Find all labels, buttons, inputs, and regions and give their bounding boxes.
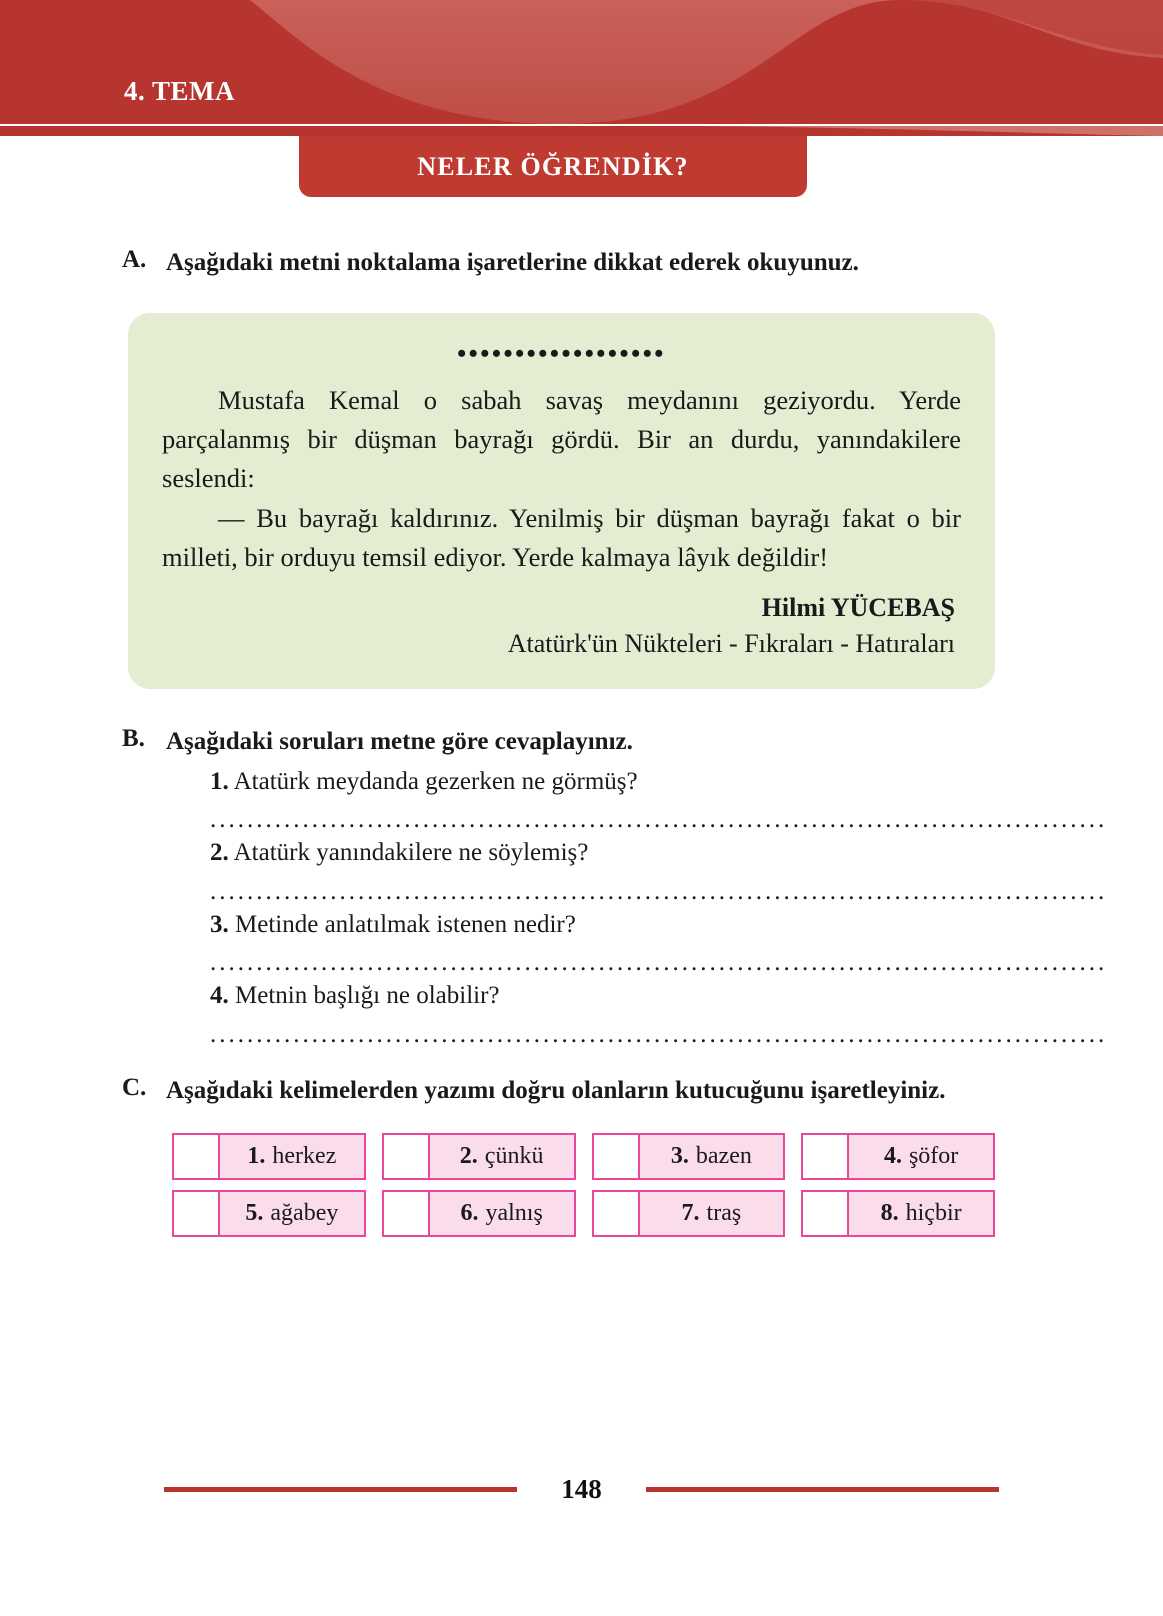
word-option-1[interactable]: [172, 1133, 366, 1180]
word-number-8: 8.: [880, 1200, 899, 1227]
word-label-6: [430, 1192, 574, 1235]
section-title-text: NELER ÖĞRENDİK?: [417, 151, 689, 181]
question-item: [166, 907, 1107, 973]
word-option-6[interactable]: [382, 1190, 576, 1237]
word-text-2: çünkü: [484, 1143, 544, 1170]
word-number-3: 3.: [670, 1143, 689, 1170]
answer-line-3[interactable]: .................................................................................................: [210, 950, 1108, 973]
question-label-4: Metnin başlığı ne olabilir?: [235, 982, 500, 1010]
word-label-8: [849, 1192, 993, 1235]
theme-label: 4. TEMA: [124, 76, 236, 106]
page-header-band: [0, 0, 1163, 124]
question-text-2: [166, 835, 1107, 871]
word-label-2: [430, 1135, 574, 1178]
section-b-heading: Aşağıdaki soruları metne göre cevaplayınız.: [166, 727, 633, 755]
word-number-6: 6.: [460, 1200, 479, 1227]
word-label-7: [640, 1192, 784, 1235]
word-number-4: 4.: [883, 1143, 902, 1170]
word-number-7: 7.: [681, 1200, 700, 1227]
word-text-7: traş: [706, 1200, 742, 1227]
answer-line-1[interactable]: .................................................................................................: [210, 807, 1108, 830]
question-list: [166, 764, 1107, 1044]
answer-line-2[interactable]: .................................................................................................: [210, 878, 1108, 901]
word-checkbox-1[interactable]: [174, 1135, 220, 1178]
word-number-5: 5.: [245, 1200, 264, 1227]
word-text-1: herkez: [272, 1143, 337, 1170]
header-accent-strip: [0, 126, 1163, 136]
page-footer: [0, 1474, 1163, 1505]
section-a: [0, 197, 1163, 279]
text-author: Hilmi YÜCEBAŞ: [761, 592, 955, 622]
page-number: 148: [561, 1474, 602, 1504]
section-c-letter: C.: [122, 1073, 147, 1101]
footer-rule-left: [164, 1487, 517, 1492]
section-c-heading: Aşağıdaki kelimelerden yazımı doğru olanların kutucuğunu işaretleyiniz.: [166, 1076, 946, 1104]
section-a-letter: A.: [122, 246, 147, 273]
word-option-3[interactable]: [592, 1133, 786, 1180]
story-paragraph-1: Mustafa Kemal o sabah savaş meydanını geziyordu. Yerde parçalanmış bir düşman bayrağı gördü. Bir an durdu, yanındakilere seslendi:: [162, 385, 961, 493]
footer-rule-right: [646, 1487, 999, 1492]
question-text-1: [166, 764, 1107, 800]
question-text-3: [166, 907, 1107, 943]
word-text-4: şöfor: [908, 1143, 959, 1170]
word-text-3: bazen: [695, 1143, 752, 1170]
section-title-tab: [299, 136, 807, 197]
word-option-4[interactable]: [801, 1133, 995, 1180]
word-number-2: 2.: [459, 1143, 478, 1170]
word-text-8: hiçbir: [905, 1200, 962, 1227]
page-content: [0, 197, 1163, 1237]
section-b-letter: B.: [122, 724, 145, 752]
word-checkbox-8[interactable]: [803, 1192, 849, 1235]
question-item: [166, 764, 1107, 830]
word-option-7[interactable]: [592, 1190, 786, 1237]
word-option-8[interactable]: [801, 1190, 995, 1237]
question-number-3: 3.: [210, 910, 229, 938]
word-text-5: ağabey: [270, 1200, 339, 1227]
question-label-2: Atatürk yanındakilere ne söylemiş?: [233, 839, 589, 867]
section-b: [0, 689, 1163, 1044]
question-label-1: Atatürk meydanda gezerken ne görmüş?: [233, 767, 638, 795]
word-checkbox-5[interactable]: [174, 1192, 220, 1235]
word-label-4: [849, 1135, 993, 1178]
text-source: Atatürk'ün Nükteleri - Fıkraları - Hatıraları: [507, 628, 955, 658]
word-checkbox-6[interactable]: [384, 1192, 430, 1235]
question-text-4: [166, 978, 1107, 1014]
word-choice-grid: [172, 1133, 995, 1237]
section-a-heading: Aşağıdaki metni noktalama işaretlerine dikkat ederek okuyunuz.: [166, 249, 859, 276]
question-number-1: 1.: [210, 767, 229, 795]
question-item: [166, 835, 1107, 901]
answer-line-4[interactable]: .................................................................................................: [210, 1021, 1108, 1044]
word-option-2[interactable]: [382, 1133, 576, 1180]
word-label-3: [640, 1135, 784, 1178]
section-c: [0, 1044, 1163, 1107]
word-checkbox-3[interactable]: [594, 1135, 640, 1178]
question-label-3: Metinde anlatılmak istenen nedir?: [235, 910, 576, 938]
question-number-4: 4.: [210, 982, 229, 1010]
word-checkbox-2[interactable]: [384, 1135, 430, 1178]
story-paragraph-2: — Bu bayrağı kaldırınız. Yenilmiş bir düşman bayrağı fakat o bir milleti, bir orduyu temsil ediyor. Yerde kalmaya lâyık değildir!: [162, 503, 961, 572]
word-text-6: yalnış: [485, 1200, 543, 1227]
reading-text-box: [128, 313, 995, 688]
word-label-5: [220, 1192, 364, 1235]
text-leading-dots: ••••••••••••••••••: [457, 339, 666, 369]
word-checkbox-7[interactable]: [594, 1192, 640, 1235]
word-label-1: [220, 1135, 364, 1178]
question-number-2: 2.: [210, 839, 229, 867]
question-item: [166, 978, 1107, 1044]
word-option-5[interactable]: [172, 1190, 366, 1237]
word-checkbox-4[interactable]: [803, 1135, 849, 1178]
word-number-1: 1.: [247, 1143, 266, 1170]
